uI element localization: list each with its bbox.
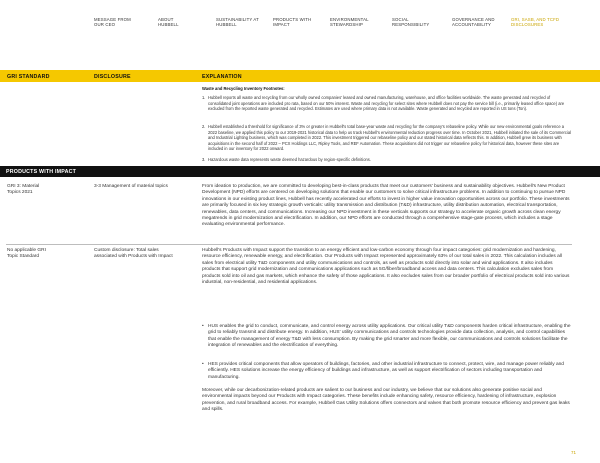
footnote-3: [202, 157, 572, 163]
nav-gri-disclosures[interactable]: GRI, SASB, AND TCFD DISCLOSURES: [511, 17, 560, 28]
footnotes-heading: Waste and Recycling Inventory Footnotes:: [202, 86, 285, 91]
row2-gri-standard: No applicable GRI Topic Standard: [7, 248, 46, 260]
footnote-number: 3.: [202, 157, 206, 162]
top-navigation: [0, 17, 600, 41]
row2-disclosure: Custom disclosure: Total sales associated with Products with Impact: [94, 248, 173, 260]
header-explanation: EXPLANATION: [202, 73, 242, 80]
bullet-dot: •: [202, 362, 204, 367]
row1-disclosure: 3-3 Management of material topics: [94, 184, 168, 189]
bullet-text: HUS enables the grid to conduct, communicate, and control energy across utility applications. Our critical utility T&D components harden critical infrastructure, enabling the grid to reliably transmit and distribute energy. In addition, HUS' utility communications and controls technologies provide data collection, analysis, and control capabilities that enable the management of energy T&D with less consumption. By making the grid smarter and more flexible, our communications and controls solutions facilitate the integration of renewables and the electrification of everything.: [208, 324, 571, 349]
nav-social[interactable]: SOCIAL RESPONSIBILITY: [392, 17, 430, 28]
section-products-with-impact: [0, 166, 600, 177]
footnotes-title: [202, 86, 572, 92]
nav-governance[interactable]: GOVERNANCE AND ACCOUNTABILITY: [452, 17, 495, 28]
row1-explanation: From ideation to production, we are committed to developing best-in-class products that meet our customers' business and sustainability objectives. Hubbell's New Product Development (NPD) efforts are centered on developing solutions that enable our customers to solve critical infrastructure problems. In addition to continuing to pursue NPD innovations in our existing product lines, Hubbell has recently accelerated our efforts to invest in higher value innovation opportunities across our portfolio. These investments are primarily focused in six key strategic growth verticals: utility transmission and distribution (T&D) infrastructure, utility distribution automation, electrical transportation, renewables, data centers, and communications. Increasing our NPD investment in these verticals supports our strategy to accelerate organic growth across clean energy megatrends in grid modernization and electrification. In addition, our NPD efforts are conducted through a comprehensive stage-gate process, which includes a stage evaluating environmental performance.: [202, 184, 570, 228]
page-number: 71: [571, 450, 577, 455]
row2-paragraph-2: Moreover, while our decarbonization-related products are salient to our business and our industry, we believe that our solutions also generate positive social and environmental impacts beyond our Products with Impact categories. These benefits include enhancing safety, resource efficiency, hardening of infrastructure, explosion prevention, and rural broadband access. For example, Hubbell Gas Utility Solutions offers connectors and valves that both promote resource efficiency and prevent gas leaks and spills.: [202, 388, 570, 413]
row2-bullet-hes: [202, 362, 572, 381]
row2-paragraph-1: Hubbell's Products with Impact support the transition to an energy efficient and low-carbon economy through four impact categories: grid modernization and hardening, resource efficiency, renewable energy, and electrification. Our Products with Impact represented approximately 63% of our total sales in 2022. This calculation includes all sales from electrical utility T&D components and utility communications and controls, as well as products sold directly into solar and wind applications. It also includes products that support grid modernization and communications applications such as 5G/fiber/broadband access and data centers. This calculation excludes sales from products sold into oil and gas markets, which enhance the safety of those applications. It also excludes sales from our broader portfolio of electrical products sold into various industrial, non-residential, and residential applications.: [202, 248, 570, 286]
nav-message-ceo[interactable]: MESSAGE FROM OUR CEO: [94, 17, 131, 28]
nav-about-hubbell[interactable]: ABOUT HUBBELL: [158, 17, 179, 28]
nav-environmental[interactable]: ENVIRONMENTAL STEWARDSHIP: [330, 17, 369, 28]
row-divider: [6, 244, 572, 245]
footnote-number: 1.: [202, 95, 206, 100]
table-header: [0, 70, 600, 82]
row2-bullet-hus: [202, 324, 572, 350]
header-disclosure: DISCLOSURE: [94, 73, 131, 80]
footnote-1: [202, 95, 572, 112]
footnote-text: Hubbell reports all waste and recycling from our wholly owned companies' leased and owned manufacturing, warehouse, and office facilities worldwide. The waste generated and recycled of consolidated joint operations are included pro rata, based on our 50% interest. Waste and recycling for select sites where Hubbell does not pay the service bill (i.e., primarily leased office space) are excluded from the reported waste generated and recycled. Estimates are used where primary data is not available. Waste generated and recycled are reported in US tons (Ton).: [208, 95, 565, 112]
row1-gri-standard: GRI 3: Material Topics 2021: [7, 184, 40, 196]
nav-sustainability[interactable]: SUSTAINABILITY AT HUBBELL: [216, 17, 259, 28]
footnote-number: 2.: [202, 124, 206, 129]
header-gri-standard: GRI STANDARD: [7, 73, 50, 80]
footnote-2: [202, 124, 572, 152]
bullet-text: HES provides critical components that allow operators of buildings, factories, and other industrial infrastructure to connect, protect, wire, and manage power reliably and efficiently. HES solutions increase the energy efficiency of buildings and infrastructure, as well as support electrification of sectors including transportation and manufacturing.: [208, 362, 564, 380]
footnote-text: Hazardous waste data represents waste deemed hazardous by region-specific definitions.: [208, 157, 371, 162]
bullet-dot: •: [202, 324, 204, 329]
footnote-text: Hubbell established a threshold for significance of 3% or greater in Hubbell's total base-year waste and recycling for the company's rebaseline policy. While our new environmental goals reference a 2022 baseline, we applied this policy to our 2019-2021 historical data to help us track Hubbell's environmental reduction progress over time. In October 2021, Hubbell initiated the sale of its Commercial and Industrial Lighting business, which was completed in 2022. This investment triggered our rebaseline policy and our stated historical data reflects this. In addition, Hubbell grew its business with acquisitions in the second half of 2022 – PCX Holdings LLC, Ripley Tools, and REF Automation. These acquisitions did not trigger our rebaseline policy for historical data, however these sites are included in our inventory for 2022 onward.: [208, 124, 572, 152]
nav-products-impact[interactable]: PRODUCTS WITH IMPACT: [273, 17, 312, 28]
section-title: PRODUCTS WITH IMPACT: [6, 169, 77, 175]
